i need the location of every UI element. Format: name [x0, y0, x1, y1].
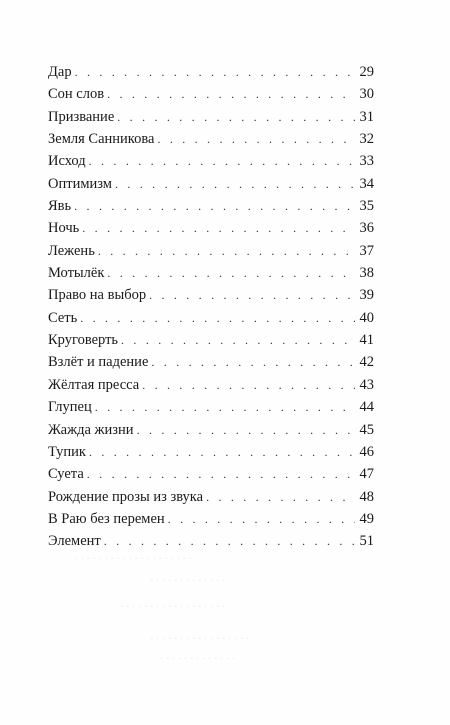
toc-entry-title: Сон слов: [48, 86, 105, 103]
toc-dot-leader: [89, 150, 355, 172]
toc-dot-leader: [115, 173, 355, 195]
toc-entry: [48, 307, 374, 329]
toc-entry-title: Лежень: [48, 242, 95, 259]
toc-entry-page: 35: [359, 198, 374, 215]
toc-dot-leader: [98, 240, 355, 262]
toc-dot-leader: [75, 61, 355, 83]
toc-entry: [48, 396, 374, 418]
toc-entry: [48, 351, 374, 373]
toc-entry-title: Суета: [48, 466, 84, 483]
toc-entry-title: Явь: [48, 198, 72, 215]
toc-dot-leader: [157, 128, 355, 150]
toc-entry: [48, 508, 374, 530]
toc-entry-page: 46: [359, 443, 374, 460]
toc-dot-leader: [104, 530, 355, 552]
toc-entry-title: Исход: [48, 153, 86, 170]
toc-entry-title: Тупик: [48, 443, 86, 460]
toc-entry-title: Сеть: [48, 309, 78, 326]
toc-entry-page: 41: [359, 332, 374, 349]
toc-dot-leader: [95, 396, 355, 418]
bleed-through-text: . . . . . . . . . . . . . . . . .: [150, 628, 249, 642]
toc-entry-title: Жажда жизни: [48, 421, 134, 438]
toc-entry: [48, 441, 374, 463]
toc-dot-leader: [168, 508, 355, 530]
toc-entry-page: 48: [359, 488, 374, 505]
toc-entry: [48, 486, 374, 508]
toc-dot-leader: [89, 441, 355, 463]
toc-entry: [48, 195, 374, 217]
toc-entry: [48, 217, 374, 239]
toc-dot-leader: [137, 419, 355, 441]
toc-dot-leader: [87, 463, 355, 485]
toc-entry: [48, 61, 374, 83]
toc-entry: [48, 262, 374, 284]
toc-entry-title: Ночь: [48, 220, 80, 237]
toc-entry: [48, 173, 374, 195]
bleed-through-text: . . . . . . . . . . . . .: [160, 648, 235, 662]
bleed-through-text: . . . . . . . . . . . . . . . . . .: [120, 596, 225, 610]
toc-dot-leader: [151, 351, 355, 373]
bleed-through-text: . . . . . . . . . . . . . . . . . . . .: [75, 548, 192, 562]
toc-dot-leader: [74, 195, 355, 217]
toc-entry-page: 33: [359, 153, 374, 170]
toc-entry: [48, 329, 374, 351]
toc-entry-page: 49: [359, 510, 374, 527]
toc-entry-page: 31: [359, 108, 374, 125]
toc-entry-title: Призвание: [48, 108, 115, 125]
toc-entry-title: Глупец: [48, 399, 92, 416]
toc-entry-page: 45: [359, 421, 374, 438]
toc-entry: [48, 530, 374, 552]
toc-entry: [48, 284, 374, 306]
toc-entry-title: Взлёт и падение: [48, 354, 149, 371]
toc-entry-title: Право на выбор: [48, 287, 147, 304]
toc-entry: [48, 240, 374, 262]
toc-entry-title: Оптимизм: [48, 175, 112, 192]
table-of-contents: [48, 61, 374, 553]
toc-entry: [48, 83, 374, 105]
toc-entry-page: 39: [359, 287, 374, 304]
toc-entry-title: Дар: [48, 64, 72, 80]
toc-entry-title: Земля Санникова: [48, 131, 155, 148]
toc-entry-page: 30: [359, 86, 374, 103]
toc-dot-leader: [107, 83, 355, 105]
toc-entry-title: Жёлтая пресса: [48, 376, 140, 393]
toc-dot-leader: [142, 374, 355, 396]
toc-entry-title: В Раю без перемен: [48, 510, 165, 527]
toc-dot-leader: [82, 217, 355, 239]
toc-entry: [48, 463, 374, 485]
bleed-through-text: . . . . . . . . . . . . .: [150, 570, 225, 584]
toc-dot-leader: [117, 106, 355, 128]
toc-entry: [48, 106, 374, 128]
toc-entry-page: 40: [359, 309, 374, 326]
toc-entry-page: 36: [359, 220, 374, 237]
toc-entry-page: 44: [359, 399, 374, 416]
toc-entry-page: 34: [359, 175, 374, 192]
toc-entry-title: Мотылёк: [48, 265, 105, 282]
toc-entry: [48, 374, 374, 396]
toc-dot-leader: [149, 284, 355, 306]
toc-entry-title: Рождение прозы из звука: [48, 488, 204, 505]
toc-entry-page: 47: [359, 466, 374, 483]
toc-entry: [48, 150, 374, 172]
toc-entry-page: 42: [359, 354, 374, 371]
toc-entry-page: 29: [359, 64, 374, 80]
toc-entry-page: 37: [359, 242, 374, 259]
toc-dot-leader: [107, 262, 355, 284]
toc-entry: [48, 419, 374, 441]
toc-entry-title: Элемент: [48, 533, 101, 550]
toc-dot-leader: [121, 329, 355, 351]
toc-entry-page: 32: [359, 131, 374, 148]
toc-entry-page: 43: [359, 376, 374, 393]
toc-entry-page: 38: [359, 265, 374, 282]
toc-entry: [48, 128, 374, 150]
toc-entry-title: Круговерть: [48, 332, 119, 349]
toc-entry-page: 51: [359, 533, 374, 550]
toc-dot-leader: [80, 307, 355, 329]
toc-dot-leader: [206, 486, 355, 508]
